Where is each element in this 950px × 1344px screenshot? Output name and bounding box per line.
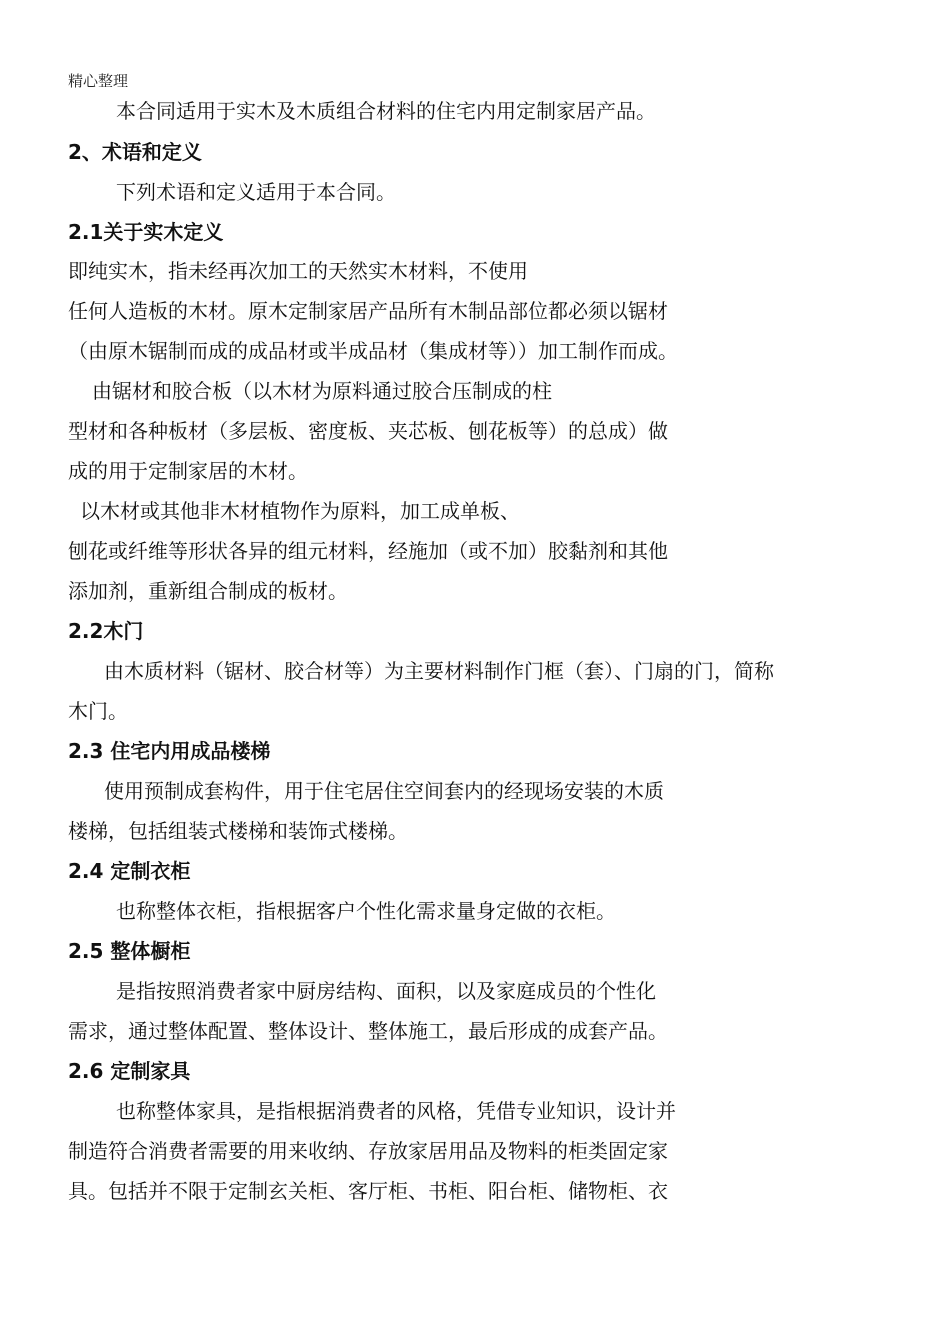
paragraph-line: 也称整体家具，是指根据消费者的风格，凭借专业知识，设计并 [116,1099,676,1123]
paragraph-line: 添加剂，重新组合制成的板材。 [68,579,348,603]
paragraph-line: 任何人造板的木材。原木定制家居产品所有木制品部位都必须以锯材 [68,299,668,323]
paragraph-line: 以木材或其他非木材植物作为原料，加工成单板、 [80,499,520,523]
heading-2-1: 2.1关于实木定义 [68,220,224,244]
scope-paragraph: 本合同适用于实木及木质组合材料的住宅内用定制家居产品。 [116,99,656,123]
heading-2-5: 2.5 整体橱柜 [68,939,191,963]
terms-intro: 下列术语和定义适用于本合同。 [116,180,396,204]
paragraph-line: 具。包括并不限于定制玄关柜、客厅柜、书柜、阳台柜、储物柜、衣 [68,1179,668,1203]
paragraph-line: 刨花或纤维等形状各异的组元材料，经施加（或不加）胶黏剂和其他 [68,539,668,563]
heading-2-2: 2.2木门 [68,619,144,643]
section-heading-terms: 2、术语和定义 [68,140,202,164]
paragraph-line: 型材和各种板材（多层板、密度板、夹芯板、刨花板等）的总成）做 [68,419,668,443]
heading-2-3: 2.3 住宅内用成品楼梯 [68,739,271,763]
paragraph-line: 成的用于定制家居的木材。 [68,459,308,483]
paragraph-line: 由木质材料（锯材、胶合材等）为主要材料制作门框（套）、门扇的门，简称 [104,659,774,683]
paragraph-line: 需求，通过整体配置、整体设计、整体施工，最后形成的成套产品。 [68,1019,668,1043]
paragraph-line: 是指按照消费者家中厨房结构、面积，以及家庭成员的个性化 [116,979,656,1003]
paragraph-line: 使用预制成套构件，用于住宅居住空间套内的经现场安装的木质 [104,779,664,803]
paragraph-line: 制造符合消费者需要的用来收纳、存放家居用品及物料的柜类固定家 [68,1139,668,1163]
paragraph-line: 楼梯，包括组装式楼梯和装饰式楼梯。 [68,819,408,843]
heading-2-6: 2.6 定制家具 [68,1059,191,1083]
paragraph-line: 也称整体衣柜，指根据客户个性化需求量身定做的衣柜。 [116,899,616,923]
paragraph-line: （由原木锯制而成的成品材或半成品材（集成材等））加工制作而成。 [68,339,678,363]
page-header: 精心整理 [68,72,129,90]
paragraph-line: 木门。 [68,699,128,723]
heading-2-4: 2.4 定制衣柜 [68,859,191,883]
paragraph-line: 即纯实木，指未经再次加工的天然实木材料，不使用 [68,259,528,283]
paragraph-line: 由锯材和胶合板（以木材为原料通过胶合压制成的柱 [92,379,552,403]
